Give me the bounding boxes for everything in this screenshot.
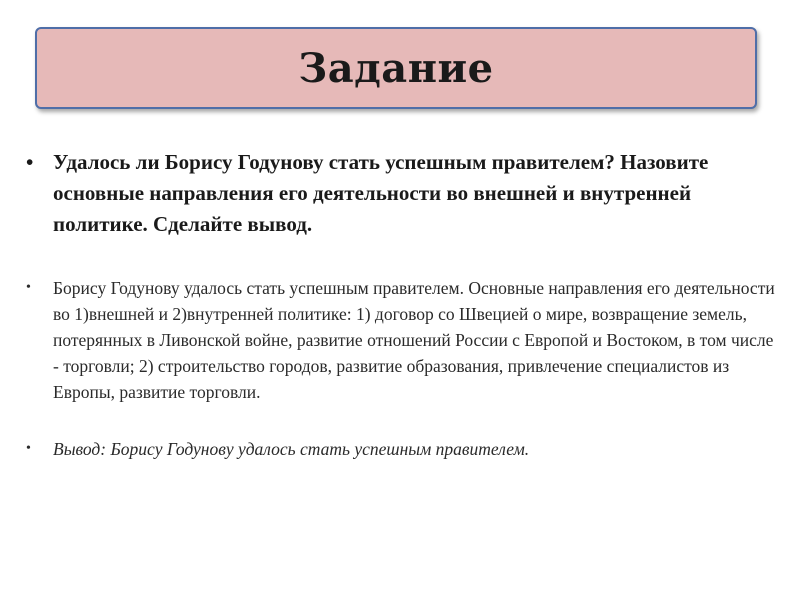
question-bullet xyxy=(26,147,778,240)
slide-title: Задание xyxy=(298,44,494,92)
bullet-marker: • xyxy=(26,150,34,174)
bullet-marker: • xyxy=(26,280,31,295)
conclusion-bullet xyxy=(26,436,778,462)
answer-bullet xyxy=(26,275,778,405)
conclusion-text: Вывод: Борису Годунову удалось стать успешным правителем. xyxy=(53,439,530,459)
bullet-marker: • xyxy=(26,441,31,456)
question-text: Удалось ли Борису Годунову стать успешным правителем? Назовите основные направления его деятельности во внешней и внутренней политике. Сделайте вывод. xyxy=(53,150,709,236)
title-box xyxy=(35,27,757,109)
answer-text: Борису Годунову удалось стать успешным правителем. Основные направления его деятельности во 1)внешней и 2)внутренней политике: 1) договор со Швецией о мире, возвращение земель, потерянных в Ливонской войне, развитие отношений России с Европой и Востоком, в том числе - торговли; 2) строительство городов, развитие образования, привлечение специалистов из Европы, развитие торговли. xyxy=(53,278,775,402)
